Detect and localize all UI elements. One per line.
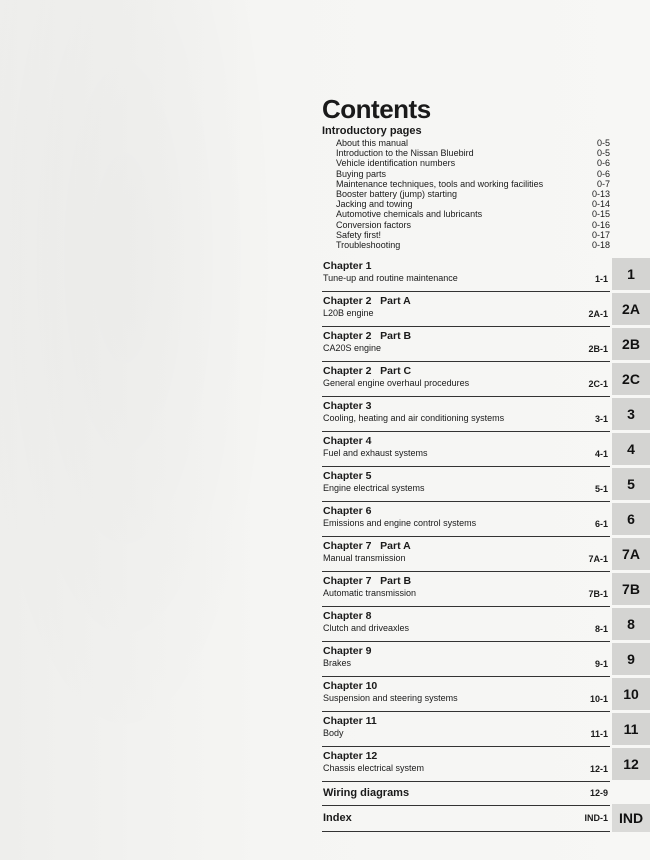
introductory-heading: Introductory pages — [322, 125, 422, 137]
intro-item-label: Maintenance techniques, tools and working facilities — [336, 178, 544, 189]
intro-item-label: Buying parts — [336, 168, 387, 179]
chapter-entry[interactable] — [322, 572, 610, 607]
chapter-entry[interactable] — [322, 607, 610, 642]
chapter-page: 7B-1 — [588, 589, 608, 599]
intro-item-page: 0-6 — [596, 168, 610, 179]
chapter-page: 3-1 — [594, 414, 608, 424]
intro-item-label: Troubleshooting — [336, 240, 401, 251]
intro-item-label: Automotive chemicals and lubricants — [336, 209, 483, 220]
chapter-title: Chapter 5 — [323, 470, 372, 482]
chapter-entry[interactable] — [322, 677, 610, 712]
chapter-subtitle: General engine overhaul procedures — [323, 378, 470, 388]
chapter-entry[interactable] — [322, 362, 610, 397]
chapter-title: Chapter 10 — [323, 680, 378, 692]
chapter-entry[interactable] — [322, 747, 610, 782]
intro-item-label: Conversion factors — [336, 219, 412, 230]
chapter-tab[interactable]: 4 — [612, 433, 650, 465]
chapter-page: 10-1 — [589, 694, 608, 704]
chapter-title: Chapter 8 — [323, 610, 372, 622]
intro-item[interactable] — [322, 138, 610, 148]
chapter-page: 12-1 — [589, 764, 608, 774]
chapter-title: Chapter 9 — [323, 645, 372, 657]
intro-item-page: 0-5 — [596, 148, 610, 159]
chapter-tab[interactable]: 5 — [612, 468, 650, 500]
index-tab[interactable]: IND — [612, 804, 650, 832]
chapter-page: 6-1 — [594, 519, 608, 529]
intro-item[interactable] — [322, 199, 610, 209]
chapter-tab[interactable]: 1 — [612, 258, 650, 290]
chapter-title: Chapter 7 Part A — [323, 540, 411, 552]
intro-item-page: 0-13 — [591, 189, 610, 200]
chapter-subtitle: Brakes — [323, 658, 352, 668]
chapter-title: Chapter 2 Part C — [323, 365, 412, 377]
chapter-subtitle: Body — [323, 728, 344, 738]
blank-left-area — [0, 0, 310, 860]
chapter-entry[interactable] — [322, 537, 610, 572]
contents-section — [322, 94, 610, 250]
chapter-page: 2B-1 — [588, 344, 608, 354]
chapter-page: 5-1 — [594, 484, 608, 494]
intro-item-label: Safety first! — [336, 229, 382, 240]
intro-item-label: About this manual — [336, 138, 409, 148]
wiring-diagrams-title: Wiring diagrams — [323, 787, 410, 799]
index-title: Index — [323, 812, 352, 824]
intro-item[interactable] — [322, 169, 610, 179]
chapter-tab[interactable]: 6 — [612, 503, 650, 535]
chapter-entry[interactable] — [322, 257, 610, 292]
chapter-entry[interactable] — [322, 467, 610, 502]
chapter-subtitle: Fuel and exhaust systems — [323, 448, 428, 458]
chapter-page: 7A-1 — [588, 554, 608, 564]
intro-item[interactable] — [322, 230, 610, 240]
chapter-title: Chapter 2 Part A — [323, 295, 411, 307]
intro-item-label: Jacking and towing — [336, 199, 413, 210]
intro-item-page: 0-5 — [596, 138, 610, 148]
intro-item[interactable] — [322, 240, 610, 250]
chapter-subtitle: CA20S engine — [323, 343, 382, 353]
chapter-tab[interactable]: 8 — [612, 608, 650, 640]
intro-item-label: Vehicle identification numbers — [336, 158, 456, 169]
chapter-page: 2A-1 — [588, 309, 608, 319]
chapter-tab[interactable]: 12 — [612, 748, 650, 780]
intro-item-label: Booster battery (jump) starting — [336, 189, 458, 200]
intro-item-page: 0-16 — [591, 219, 610, 230]
chapter-title: Chapter 1 — [323, 260, 372, 272]
chapter-subtitle: Cooling, heating and air conditioning systems — [323, 413, 505, 423]
chapter-subtitle: Suspension and steering systems — [323, 693, 458, 703]
chapter-tab[interactable]: 7A — [612, 538, 650, 570]
chapter-title: Chapter 7 Part B — [323, 575, 412, 587]
wiring-diagrams-entry[interactable] — [322, 782, 610, 806]
chapter-subtitle: Manual transmission — [323, 553, 406, 563]
chapter-entry[interactable] — [322, 397, 610, 432]
chapter-subtitle: Engine electrical systems — [323, 483, 425, 493]
chapter-page: 8-1 — [594, 624, 608, 634]
intro-item[interactable] — [322, 209, 610, 219]
chapter-page: 9-1 — [594, 659, 608, 669]
chapter-tab[interactable]: 9 — [612, 643, 650, 675]
intro-item[interactable] — [322, 189, 610, 199]
chapter-subtitle: Emissions and engine control systems — [323, 518, 477, 528]
chapter-tab[interactable]: 11 — [612, 713, 650, 745]
intro-item-page: 0-15 — [591, 209, 610, 220]
chapter-tab[interactable]: 10 — [612, 678, 650, 710]
chapter-entry[interactable] — [322, 712, 610, 747]
chapter-tab[interactable]: 3 — [612, 398, 650, 430]
chapter-tab[interactable]: 2B — [612, 328, 650, 360]
intro-item-label: Introduction to the Nissan Bluebird — [336, 148, 474, 159]
chapter-tab[interactable]: 2C — [612, 363, 650, 395]
chapter-page: 4-1 — [594, 449, 608, 459]
chapter-title: Chapter 6 — [323, 505, 372, 517]
index-entry[interactable] — [322, 806, 610, 832]
intro-item[interactable] — [322, 220, 610, 230]
page-title: Contents — [322, 94, 431, 124]
intro-item-page: 0-6 — [596, 158, 610, 169]
intro-item[interactable] — [322, 179, 610, 189]
chapter-subtitle: L20B engine — [323, 308, 374, 318]
chapter-title: Chapter 4 — [323, 435, 372, 447]
intro-item[interactable] — [322, 158, 610, 168]
intro-item[interactable] — [322, 148, 610, 158]
chapter-title: Chapter 2 Part B — [323, 330, 412, 342]
chapter-subtitle: Tune-up and routine maintenance — [323, 273, 458, 283]
chapter-page: 2C-1 — [588, 379, 608, 389]
chapter-entry[interactable] — [322, 642, 610, 677]
wiring-diagrams-page: 12-9 — [589, 788, 608, 798]
chapter-entry[interactable] — [322, 432, 610, 467]
chapter-entry[interactable] — [322, 292, 610, 327]
introductory-list — [322, 138, 610, 250]
intro-item-page: 0-14 — [591, 199, 610, 210]
chapter-title: Chapter 12 — [323, 750, 378, 762]
intro-item-page: 0-7 — [596, 178, 610, 189]
chapter-title: Chapter 11 — [323, 715, 377, 727]
chapter-subtitle: Chassis electrical system — [323, 763, 425, 773]
chapter-page: 11-1 — [590, 729, 608, 739]
chapter-title: Chapter 3 — [323, 400, 372, 412]
intro-item-page: 0-18 — [591, 240, 610, 251]
chapter-page: 1-1 — [594, 274, 608, 284]
chapter-subtitle: Clutch and driveaxles — [323, 623, 410, 633]
chapter-tab[interactable]: 2A — [612, 293, 650, 325]
chapter-entry[interactable] — [322, 502, 610, 537]
chapter-subtitle: Automatic transmission — [323, 588, 417, 598]
chapter-tab[interactable]: 7B — [612, 573, 650, 605]
index-page: IND-1 — [584, 813, 608, 823]
intro-item-page: 0-17 — [591, 229, 610, 240]
chapter-entry[interactable] — [322, 327, 610, 362]
